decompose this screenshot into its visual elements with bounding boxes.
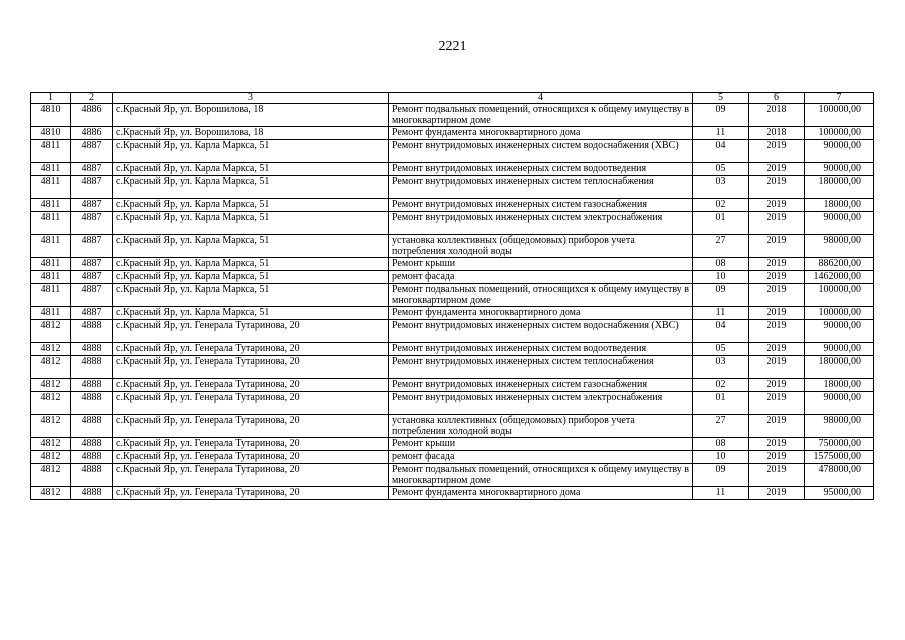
row-number-cell: 4812: [31, 343, 71, 356]
address-cell: с.Красный Яр, ул. Карла Маркса, 51: [113, 235, 389, 258]
house-id-cell: 4887: [71, 284, 113, 307]
house-id-cell: 4887: [71, 258, 113, 271]
cost-cell: 750000,00: [805, 438, 874, 451]
house-id-cell: 4888: [71, 320, 113, 343]
column-header: 2: [71, 93, 113, 104]
work-code-cell: 27: [693, 235, 749, 258]
house-id-cell: 4887: [71, 307, 113, 320]
address-cell: с.Красный Яр, ул. Генерала Тутаринова, 20: [113, 451, 389, 464]
address-cell: с.Красный Яр, ул. Генерала Тутаринова, 20: [113, 438, 389, 451]
work-type-cell: Ремонт крыши: [389, 258, 693, 271]
house-id-cell: 4887: [71, 235, 113, 258]
cost-cell: 886200,00: [805, 258, 874, 271]
row-number-cell: 4812: [31, 487, 71, 500]
work-code-cell: 04: [693, 320, 749, 343]
year-cell: 2019: [749, 235, 805, 258]
work-type-cell: Ремонт внутридомовых инженерных систем теплоснабжения: [389, 356, 693, 379]
address-cell: с.Красный Яр, ул. Ворошилова, 18: [113, 104, 389, 127]
house-id-cell: 4888: [71, 343, 113, 356]
cost-cell: 18000,00: [805, 379, 874, 392]
cost-cell: 18000,00: [805, 199, 874, 212]
table-row: [31, 451, 874, 464]
register-table: [30, 92, 874, 500]
year-cell: 2019: [749, 464, 805, 487]
work-type-cell: Ремонт фундамента многоквартирного дома: [389, 127, 693, 140]
row-number-cell: 4811: [31, 163, 71, 176]
address-cell: с.Красный Яр, ул. Карла Маркса, 51: [113, 212, 389, 235]
address-cell: с.Красный Яр, ул. Генерала Тутаринова, 20: [113, 464, 389, 487]
work-code-cell: 09: [693, 464, 749, 487]
work-type-cell: Ремонт подвальных помещений, относящихся к общему имуществу в многоквартирном доме: [389, 104, 693, 127]
cost-cell: 100000,00: [805, 127, 874, 140]
table-row: [31, 464, 874, 487]
work-code-cell: 05: [693, 343, 749, 356]
work-type-cell: ремонт фасада: [389, 451, 693, 464]
year-cell: 2019: [749, 415, 805, 438]
address-cell: с.Красный Яр, ул. Карла Маркса, 51: [113, 199, 389, 212]
cost-cell: 1575000,00: [805, 451, 874, 464]
work-type-cell: Ремонт внутридомовых инженерных систем газоснабжения: [389, 379, 693, 392]
work-code-cell: 09: [693, 104, 749, 127]
row-number-cell: 4812: [31, 451, 71, 464]
work-code-cell: 27: [693, 415, 749, 438]
house-id-cell: 4888: [71, 356, 113, 379]
column-header: 3: [113, 93, 389, 104]
row-number-cell: 4811: [31, 212, 71, 235]
year-cell: 2019: [749, 451, 805, 464]
work-code-cell: 04: [693, 140, 749, 163]
work-type-cell: Ремонт внутридомовых инженерных систем водоотведения: [389, 343, 693, 356]
work-type-cell: Ремонт внутридомовых инженерных систем теплоснабжения: [389, 176, 693, 199]
address-cell: с.Красный Яр, ул. Карла Маркса, 51: [113, 176, 389, 199]
work-type-cell: установка коллективных (общедомовых) приборов учета потребления холодной воды: [389, 415, 693, 438]
house-id-cell: 4888: [71, 392, 113, 415]
year-cell: 2019: [749, 140, 805, 163]
work-code-cell: 11: [693, 127, 749, 140]
table-row: [31, 163, 874, 176]
work-type-cell: Ремонт фундамента многоквартирного дома: [389, 487, 693, 500]
year-cell: 2019: [749, 438, 805, 451]
year-cell: 2019: [749, 271, 805, 284]
row-number-cell: 4810: [31, 127, 71, 140]
year-cell: 2019: [749, 258, 805, 271]
cost-cell: 100000,00: [805, 284, 874, 307]
column-header: 7: [805, 93, 874, 104]
row-number-cell: 4811: [31, 140, 71, 163]
row-number-cell: 4812: [31, 356, 71, 379]
address-cell: с.Красный Яр, ул. Карла Маркса, 51: [113, 307, 389, 320]
table-row: [31, 271, 874, 284]
house-id-cell: 4887: [71, 212, 113, 235]
cost-cell: 100000,00: [805, 104, 874, 127]
work-code-cell: 02: [693, 379, 749, 392]
cost-cell: 90000,00: [805, 343, 874, 356]
year-cell: 2018: [749, 127, 805, 140]
table-row: [31, 438, 874, 451]
cost-cell: 1462000,00: [805, 271, 874, 284]
year-cell: 2019: [749, 199, 805, 212]
address-cell: с.Красный Яр, ул. Карла Маркса, 51: [113, 271, 389, 284]
cost-cell: 90000,00: [805, 320, 874, 343]
house-id-cell: 4888: [71, 451, 113, 464]
house-id-cell: 4886: [71, 104, 113, 127]
address-cell: с.Красный Яр, ул. Карла Маркса, 51: [113, 258, 389, 271]
row-number-cell: 4812: [31, 379, 71, 392]
year-cell: 2018: [749, 104, 805, 127]
table-row: [31, 235, 874, 258]
work-type-cell: Ремонт фундамента многоквартирного дома: [389, 307, 693, 320]
column-header: 5: [693, 93, 749, 104]
work-type-cell: Ремонт подвальных помещений, относящихся к общему имуществу в многоквартирном доме: [389, 464, 693, 487]
table-row: [31, 212, 874, 235]
cost-cell: 98000,00: [805, 415, 874, 438]
cost-cell: 180000,00: [805, 176, 874, 199]
house-id-cell: 4886: [71, 127, 113, 140]
work-type-cell: Ремонт внутридомовых инженерных систем электроснабжения: [389, 392, 693, 415]
year-cell: 2019: [749, 356, 805, 379]
address-cell: с.Красный Яр, ул. Генерала Тутаринова, 20: [113, 415, 389, 438]
cost-cell: 90000,00: [805, 212, 874, 235]
house-id-cell: 4887: [71, 140, 113, 163]
work-code-cell: 05: [693, 163, 749, 176]
table-row: [31, 487, 874, 500]
work-type-cell: Ремонт внутридомовых инженерных систем газоснабжения: [389, 199, 693, 212]
row-number-cell: 4811: [31, 271, 71, 284]
page-number: 2221: [438, 39, 467, 54]
cost-cell: 478000,00: [805, 464, 874, 487]
table-row: [31, 379, 874, 392]
row-number-cell: 4810: [31, 104, 71, 127]
column-header: 4: [389, 93, 693, 104]
house-id-cell: 4888: [71, 379, 113, 392]
house-id-cell: 4888: [71, 487, 113, 500]
house-id-cell: 4887: [71, 199, 113, 212]
work-code-cell: 03: [693, 356, 749, 379]
work-code-cell: 08: [693, 438, 749, 451]
table-row: [31, 356, 874, 379]
work-type-cell: Ремонт подвальных помещений, относящихся к общему имуществу в многоквартирном доме: [389, 284, 693, 307]
address-cell: с.Красный Яр, ул. Генерала Тутаринова, 20: [113, 356, 389, 379]
address-cell: с.Красный Яр, ул. Генерала Тутаринова, 20: [113, 392, 389, 415]
header-row: [31, 93, 874, 104]
table-row: [31, 343, 874, 356]
cost-cell: 90000,00: [805, 140, 874, 163]
work-code-cell: 10: [693, 451, 749, 464]
house-id-cell: 4888: [71, 464, 113, 487]
work-type-cell: Ремонт внутридомовых инженерных систем водоснабжения (ХВС): [389, 140, 693, 163]
table-row: [31, 415, 874, 438]
row-number-cell: 4812: [31, 392, 71, 415]
table-row: [31, 104, 874, 127]
house-id-cell: 4887: [71, 271, 113, 284]
table-row: [31, 199, 874, 212]
year-cell: 2019: [749, 379, 805, 392]
work-code-cell: 10: [693, 271, 749, 284]
house-id-cell: 4887: [71, 163, 113, 176]
house-id-cell: 4888: [71, 415, 113, 438]
cost-cell: 90000,00: [805, 392, 874, 415]
work-type-cell: ремонт фасада: [389, 271, 693, 284]
work-type-cell: Ремонт внутридомовых инженерных систем водоотведения: [389, 163, 693, 176]
row-number-cell: 4812: [31, 415, 71, 438]
year-cell: 2019: [749, 487, 805, 500]
year-cell: 2019: [749, 284, 805, 307]
work-code-cell: 03: [693, 176, 749, 199]
work-code-cell: 11: [693, 307, 749, 320]
address-cell: с.Красный Яр, ул. Карла Маркса, 51: [113, 284, 389, 307]
work-type-cell: Ремонт внутридомовых инженерных систем электроснабжения: [389, 212, 693, 235]
table-row: [31, 392, 874, 415]
address-cell: с.Красный Яр, ул. Генерала Тутаринова, 20: [113, 320, 389, 343]
work-type-cell: установка коллективных (общедомовых) приборов учета потребления холодной воды: [389, 235, 693, 258]
table-body: [31, 93, 874, 500]
year-cell: 2019: [749, 392, 805, 415]
cost-cell: 98000,00: [805, 235, 874, 258]
year-cell: 2019: [749, 176, 805, 199]
row-number-cell: 4812: [31, 464, 71, 487]
row-number-cell: 4812: [31, 438, 71, 451]
cost-cell: 90000,00: [805, 163, 874, 176]
row-number-cell: 4811: [31, 199, 71, 212]
address-cell: с.Красный Яр, ул. Генерала Тутаринова, 20: [113, 379, 389, 392]
year-cell: 2019: [749, 320, 805, 343]
cost-cell: 95000,00: [805, 487, 874, 500]
column-header: 1: [31, 93, 71, 104]
address-cell: с.Красный Яр, ул. Ворошилова, 18: [113, 127, 389, 140]
work-type-cell: Ремонт крыши: [389, 438, 693, 451]
address-cell: с.Красный Яр, ул. Генерала Тутаринова, 20: [113, 343, 389, 356]
row-number-cell: 4811: [31, 258, 71, 271]
address-cell: с.Красный Яр, ул. Карла Маркса, 51: [113, 140, 389, 163]
cost-cell: 100000,00: [805, 307, 874, 320]
work-code-cell: 09: [693, 284, 749, 307]
address-cell: с.Красный Яр, ул. Карла Маркса, 51: [113, 163, 389, 176]
year-cell: 2019: [749, 163, 805, 176]
table-row: [31, 320, 874, 343]
table-row: [31, 284, 874, 307]
work-code-cell: 01: [693, 212, 749, 235]
work-code-cell: 02: [693, 199, 749, 212]
address-cell: с.Красный Яр, ул. Генерала Тутаринова, 20: [113, 487, 389, 500]
row-number-cell: 4811: [31, 235, 71, 258]
table-row: [31, 307, 874, 320]
row-number-cell: 4811: [31, 284, 71, 307]
work-code-cell: 11: [693, 487, 749, 500]
table-row: [31, 176, 874, 199]
house-id-cell: 4888: [71, 438, 113, 451]
column-header: 6: [749, 93, 805, 104]
table-row: [31, 140, 874, 163]
row-number-cell: 4811: [31, 176, 71, 199]
table-row: [31, 127, 874, 140]
work-type-cell: Ремонт внутридомовых инженерных систем водоснабжения (ХВС): [389, 320, 693, 343]
table-row: [31, 258, 874, 271]
work-code-cell: 08: [693, 258, 749, 271]
row-number-cell: 4811: [31, 307, 71, 320]
cost-cell: 180000,00: [805, 356, 874, 379]
year-cell: 2019: [749, 307, 805, 320]
row-number-cell: 4812: [31, 320, 71, 343]
work-code-cell: 01: [693, 392, 749, 415]
year-cell: 2019: [749, 343, 805, 356]
house-id-cell: 4887: [71, 176, 113, 199]
year-cell: 2019: [749, 212, 805, 235]
